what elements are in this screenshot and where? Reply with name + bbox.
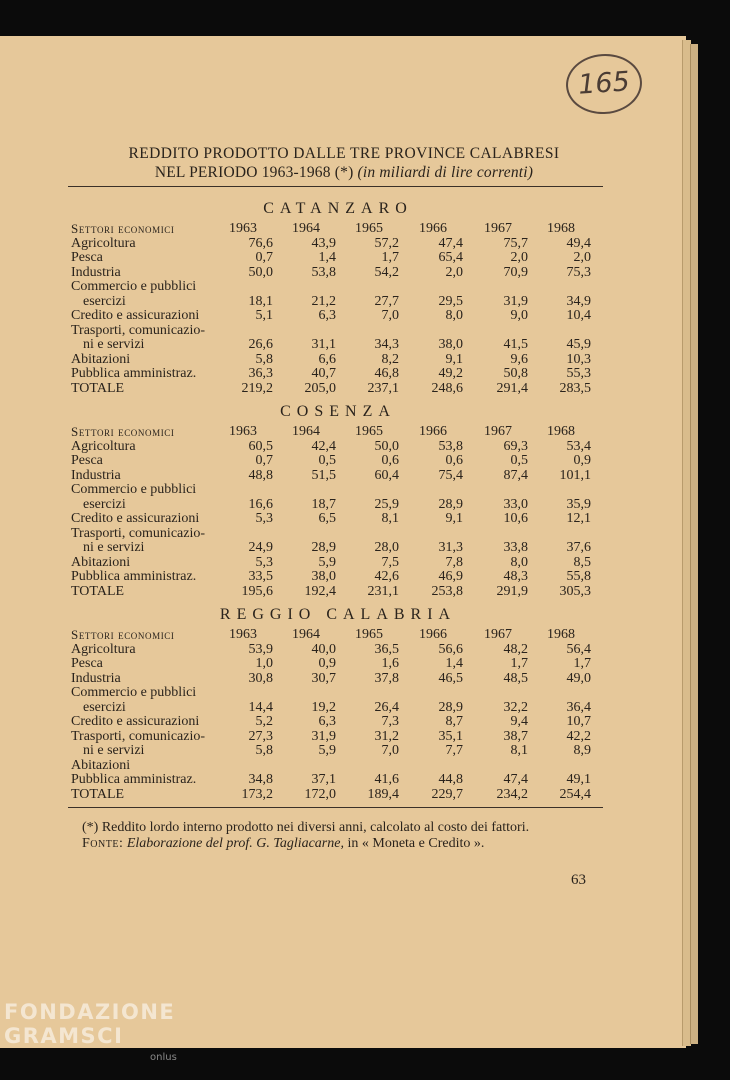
table-row <box>68 656 608 671</box>
table-cell: 8,1 <box>381 511 399 526</box>
row-label: esercizi <box>83 699 126 715</box>
table-cell: 26,4 <box>374 699 399 715</box>
table-cell: 5,9 <box>318 554 336 570</box>
page-edge <box>690 44 698 1044</box>
row-label: Agricoltura <box>71 235 136 251</box>
year-header: 1968 <box>547 221 575 236</box>
table-cell: 87,4 <box>503 467 528 483</box>
table-cell: 42,4 <box>311 438 336 454</box>
table-cell: 46,5 <box>438 670 463 686</box>
table-row <box>68 352 608 367</box>
table-cell: 31,1 <box>311 337 336 352</box>
table-cell: 6,5 <box>318 511 336 526</box>
table-cell: 1,4 <box>445 656 463 671</box>
table-cell: 1,6 <box>381 656 399 671</box>
row-label: Pubblica amministraz. <box>71 366 197 381</box>
row-label: TOTALE <box>71 583 125 599</box>
table-cell: 36,5 <box>374 641 399 657</box>
table-cell: 42,6 <box>374 569 399 584</box>
year-header: 1964 <box>292 221 320 236</box>
table-cell: 1,7 <box>510 656 528 671</box>
watermark-line-2: GRAMSCI <box>4 1024 124 1048</box>
table-cell: 53,8 <box>311 264 336 280</box>
table-cell: 36,4 <box>566 699 591 715</box>
year-header: 1963 <box>229 221 257 236</box>
row-label: Industria <box>71 264 121 280</box>
table-cell: 237,1 <box>367 380 399 396</box>
table-row <box>68 439 608 454</box>
table-cell: 18,1 <box>248 293 273 309</box>
table-cell: 49,4 <box>566 235 591 251</box>
table-cell: 189,4 <box>367 786 399 802</box>
year-header: 1965 <box>355 627 383 642</box>
table-row <box>68 511 608 526</box>
table-cell: 57,2 <box>374 235 399 251</box>
title-unit: (in miliardi di lire correnti) <box>357 164 534 181</box>
table-cell: 5,8 <box>255 351 273 367</box>
header-label: Settori economici <box>71 424 175 439</box>
table-cell: 0,7 <box>255 250 273 265</box>
table-cell: 1,0 <box>255 656 273 671</box>
source-label: Fonte: <box>82 836 124 851</box>
footnote: (*) Reddito lordo interno prodotto nei diversi anni, calcolato al costo dei fattori. <box>82 820 530 835</box>
table-cell: 2,0 <box>510 250 528 265</box>
watermark-suffix: onlus <box>150 1052 177 1063</box>
table-cell: 5,1 <box>255 308 273 323</box>
top-rule <box>68 186 603 187</box>
table-row <box>68 308 608 323</box>
table-cell: 24,9 <box>248 540 273 555</box>
table-cell: 41,5 <box>503 337 528 352</box>
table-cell: 28,0 <box>374 540 399 555</box>
table-cell: 31,3 <box>438 540 463 555</box>
watermark <box>4 1000 175 1048</box>
table-row <box>68 772 608 787</box>
table-cell: 46,8 <box>374 366 399 381</box>
year-header: 1967 <box>484 627 512 642</box>
table-cell: 47,4 <box>503 772 528 787</box>
section-title: COSENZA <box>280 403 396 420</box>
row-label: esercizi <box>83 496 126 512</box>
table-cell: 7,0 <box>381 743 399 758</box>
year-header: 1965 <box>355 424 383 439</box>
table-cell: 29,5 <box>438 293 463 309</box>
table-cell: 51,5 <box>311 467 336 483</box>
table-cell: 8,9 <box>573 743 591 758</box>
table-cell: 48,2 <box>503 641 528 657</box>
table-cell: 10,3 <box>566 351 591 367</box>
table-cell: 55,3 <box>566 366 591 381</box>
table-cell: 33,5 <box>248 569 273 584</box>
table-cell: 55,8 <box>566 569 591 584</box>
table-cell: 38,7 <box>503 728 528 744</box>
year-header: 1963 <box>229 627 257 642</box>
row-label: Commercio e pubblici <box>71 685 197 700</box>
table-cell: 283,5 <box>559 380 591 396</box>
table-cell: 7,7 <box>445 743 463 758</box>
table-cell: 5,8 <box>255 743 273 758</box>
table-cell: 9,1 <box>445 351 463 367</box>
year-header: 1967 <box>484 221 512 236</box>
table-cell: 50,0 <box>374 438 399 454</box>
source-note <box>82 836 484 852</box>
table-cell: 253,8 <box>431 583 463 599</box>
table-cell: 38,0 <box>311 569 336 584</box>
row-label: Pesca <box>71 656 103 671</box>
table-row <box>68 236 608 251</box>
table-cell: 27,7 <box>374 293 399 309</box>
table-cell: 31,9 <box>311 728 336 744</box>
table-cell: 12,1 <box>566 511 591 526</box>
table-cell: 9,1 <box>445 511 463 526</box>
year-header: 1968 <box>547 627 575 642</box>
table-cell: 32,2 <box>503 699 528 715</box>
table-cell: 8,1 <box>510 743 528 758</box>
table-cell: 70,9 <box>503 264 528 280</box>
table-cell: 18,7 <box>311 496 336 512</box>
table-cell: 38,0 <box>438 337 463 352</box>
table-cell: 40,0 <box>311 641 336 657</box>
table-cell: 36,3 <box>248 366 273 381</box>
table-row <box>68 265 608 280</box>
title-period: NEL PERIODO 1963-1968 (*) <box>154 164 354 181</box>
table-row <box>68 700 608 715</box>
table-cell: 2,0 <box>445 264 463 280</box>
row-label: Abitazioni <box>71 554 131 570</box>
source-author: Elaborazione del prof. G. Tagliacarne, <box>126 836 344 851</box>
table-row <box>68 569 608 584</box>
row-label: Commercio e pubblici <box>71 482 197 497</box>
table-cell: 50,8 <box>503 366 528 381</box>
table-cell: 7,0 <box>381 308 399 323</box>
table-cell: 30,8 <box>248 670 273 686</box>
table-cell: 27,3 <box>248 728 273 744</box>
table-cell: 8,5 <box>573 554 591 570</box>
row-label: Commercio e pubblici <box>71 279 197 294</box>
table-cell: 35,1 <box>438 728 463 744</box>
table-cell: 1,7 <box>573 656 591 671</box>
table-cell: 291,4 <box>496 380 528 396</box>
table-cell: 43,9 <box>311 235 336 251</box>
table-row <box>68 743 608 758</box>
row-label: Abitazioni <box>71 351 131 367</box>
table-row <box>68 294 608 309</box>
table-cell: 0,5 <box>510 453 528 468</box>
row-label: ni e servizi <box>83 743 145 758</box>
table-cell: 19,2 <box>311 699 336 715</box>
table-cell: 34,8 <box>248 772 273 787</box>
table-cell: 192,4 <box>304 583 336 599</box>
table-cell: 37,6 <box>566 540 591 555</box>
table-cell: 25,9 <box>374 496 399 512</box>
table-cell: 50,0 <box>248 264 273 280</box>
table-cell: 219,2 <box>241 380 273 396</box>
row-label: ni e servizi <box>83 540 145 555</box>
table-cell: 30,7 <box>311 670 336 686</box>
table-row <box>68 526 608 541</box>
table-cell: 49,2 <box>438 366 463 381</box>
table-row <box>68 685 608 700</box>
table-cell: 101,1 <box>559 467 591 483</box>
table-row <box>68 381 608 396</box>
table-row <box>68 729 608 744</box>
table-cell: 28,9 <box>311 540 336 555</box>
table-cell: 7,3 <box>381 714 399 729</box>
table-cell: 0,9 <box>573 453 591 468</box>
year-header: 1966 <box>419 627 447 642</box>
table-cell: 41,6 <box>374 772 399 787</box>
table-row <box>68 323 608 338</box>
table-cell: 33,0 <box>503 496 528 512</box>
table-cell: 56,4 <box>566 641 591 657</box>
table-row <box>68 714 608 729</box>
table-cell: 10,7 <box>566 714 591 729</box>
table-row <box>68 279 608 294</box>
table-row <box>68 482 608 497</box>
row-label: Trasporti, comunicazio- <box>71 728 206 744</box>
table-cell: 0,6 <box>381 453 399 468</box>
table-cell: 10,6 <box>503 511 528 526</box>
table-row <box>68 584 608 599</box>
watermark-line-1: FONDAZIONE <box>4 1000 176 1024</box>
table-cell: 9,0 <box>510 308 528 323</box>
title-line-1: REDDITO PRODOTTO DALLE TRE PROVINCE CALABRESI <box>128 145 560 162</box>
table-cell: 34,3 <box>374 337 399 352</box>
table-cell: 56,6 <box>438 641 463 657</box>
table-cell: 5,9 <box>318 743 336 758</box>
table-row <box>68 642 608 657</box>
header-row <box>68 424 608 439</box>
table-cell: 0,5 <box>318 453 336 468</box>
table-cell: 33,8 <box>503 540 528 555</box>
table-cell: 14,4 <box>248 699 273 715</box>
row-label: Pesca <box>71 250 103 265</box>
table-cell: 6,3 <box>318 308 336 323</box>
table-cell: 16,6 <box>248 496 273 512</box>
table-cell: 45,9 <box>566 337 591 352</box>
title-line-2 <box>68 164 620 182</box>
row-label: Pubblica amministraz. <box>71 569 197 584</box>
table-cell: 195,6 <box>241 583 273 599</box>
table-cell: 26,6 <box>248 337 273 352</box>
table-cell: 5,2 <box>255 714 273 729</box>
table-cell: 69,3 <box>503 438 528 454</box>
table-cell: 229,7 <box>431 786 463 802</box>
table-cell: 7,8 <box>445 554 463 570</box>
row-label: Industria <box>71 467 121 483</box>
row-label: Credito e assicurazioni <box>71 308 200 323</box>
table-cell: 53,9 <box>248 641 273 657</box>
row-label: Trasporti, comunicazio- <box>71 525 206 541</box>
table-row <box>68 497 608 512</box>
table-row <box>68 337 608 352</box>
year-header: 1968 <box>547 424 575 439</box>
table-row <box>68 468 608 483</box>
table-cell: 8,0 <box>510 554 528 570</box>
table-cell: 75,4 <box>438 467 463 483</box>
table-cell: 248,6 <box>431 380 463 396</box>
table-cell: 254,4 <box>559 786 591 802</box>
row-label: Credito e assicurazioni <box>71 511 200 526</box>
handwritten-page-mark: 165 <box>564 51 644 116</box>
table-cell: 6,3 <box>318 714 336 729</box>
table-cell: 35,9 <box>566 496 591 512</box>
table-cell: 31,2 <box>374 728 399 744</box>
row-label: Credito e assicurazioni <box>71 714 200 729</box>
row-label: Agricoltura <box>71 438 136 454</box>
row-label: Abitazioni <box>71 757 131 773</box>
year-header: 1966 <box>419 424 447 439</box>
table-cell: 172,0 <box>304 786 336 802</box>
table-cell: 0,9 <box>318 656 336 671</box>
table-cell: 46,9 <box>438 569 463 584</box>
table-cell: 0,7 <box>255 453 273 468</box>
table-cell: 5,3 <box>255 511 273 526</box>
table-cell: 28,9 <box>438 699 463 715</box>
row-label: Agricoltura <box>71 641 136 657</box>
source-publication: in « Moneta e Credito ». <box>347 836 485 851</box>
header-row <box>68 627 608 642</box>
table-cell: 5,3 <box>255 554 273 570</box>
table-cell: 21,2 <box>311 293 336 309</box>
table-cell: 76,6 <box>248 235 273 251</box>
header-label: Settori economici <box>71 221 175 236</box>
section-title: REGGIO CALABRIA <box>219 606 457 623</box>
year-header: 1965 <box>355 221 383 236</box>
table-cell: 42,2 <box>566 728 591 744</box>
table-row <box>68 671 608 686</box>
year-header: 1966 <box>419 221 447 236</box>
year-header: 1967 <box>484 424 512 439</box>
table-cell: 34,9 <box>566 293 591 309</box>
table-cell: 75,7 <box>503 235 528 251</box>
table-cell: 8,2 <box>381 351 399 367</box>
table-cell: 48,8 <box>248 467 273 483</box>
table-cell: 28,9 <box>438 496 463 512</box>
table-cell: 10,4 <box>566 308 591 323</box>
row-label: TOTALE <box>71 380 125 396</box>
table-cell: 6,6 <box>318 351 336 367</box>
table-cell: 9,4 <box>510 714 528 729</box>
table-cell: 205,0 <box>304 380 336 396</box>
year-header: 1964 <box>292 627 320 642</box>
table-row <box>68 540 608 555</box>
section-title: CATANZARO <box>263 200 413 217</box>
table-cell: 1,7 <box>381 250 399 265</box>
bottom-rule <box>68 807 603 808</box>
table-cell: 9,6 <box>510 351 528 367</box>
table-cell: 305,3 <box>559 583 591 599</box>
table-cell: 291,9 <box>496 583 528 599</box>
table-cell: 0,6 <box>445 453 463 468</box>
year-header: 1963 <box>229 424 257 439</box>
table-cell: 8,7 <box>445 714 463 729</box>
table-row <box>68 250 608 265</box>
table-cell: 231,1 <box>367 583 399 599</box>
table-cell: 53,4 <box>566 438 591 454</box>
table-cell: 48,5 <box>503 670 528 686</box>
table-cell: 60,4 <box>374 467 399 483</box>
table-cell: 234,2 <box>496 786 528 802</box>
table-cell: 1,4 <box>318 250 336 265</box>
table-cell: 8,0 <box>445 308 463 323</box>
table-cell: 65,4 <box>438 250 463 265</box>
table-cell: 75,3 <box>566 264 591 280</box>
table-cell: 40,7 <box>311 366 336 381</box>
table-cell: 54,2 <box>374 264 399 280</box>
row-label: Industria <box>71 670 121 686</box>
header-row <box>68 221 608 236</box>
table-cell: 48,3 <box>503 569 528 584</box>
table-cell: 37,8 <box>374 670 399 686</box>
table-cell: 49,0 <box>566 670 591 686</box>
row-label: Trasporti, comunicazio- <box>71 322 206 338</box>
table-cell: 2,0 <box>573 250 591 265</box>
table-row <box>68 453 608 468</box>
row-label: ni e servizi <box>83 337 145 352</box>
table-cell: 53,8 <box>438 438 463 454</box>
row-label: Pesca <box>71 453 103 468</box>
page-number: 63 <box>571 872 586 888</box>
row-label: TOTALE <box>71 786 125 802</box>
table-row <box>68 758 608 773</box>
table-row <box>68 366 608 381</box>
row-label: esercizi <box>83 293 126 309</box>
header-label: Settori economici <box>71 627 175 642</box>
table-row <box>68 555 608 570</box>
table-row <box>68 787 608 802</box>
table-cell: 47,4 <box>438 235 463 251</box>
year-header: 1964 <box>292 424 320 439</box>
row-label: Pubblica amministraz. <box>71 772 197 787</box>
table-cell: 173,2 <box>241 786 273 802</box>
table-cell: 44,8 <box>438 772 463 787</box>
table-cell: 31,9 <box>503 293 528 309</box>
table-cell: 37,1 <box>311 772 336 787</box>
table-cell: 60,5 <box>248 438 273 454</box>
table-cell: 49,1 <box>566 772 591 787</box>
table-cell: 7,5 <box>381 554 399 570</box>
